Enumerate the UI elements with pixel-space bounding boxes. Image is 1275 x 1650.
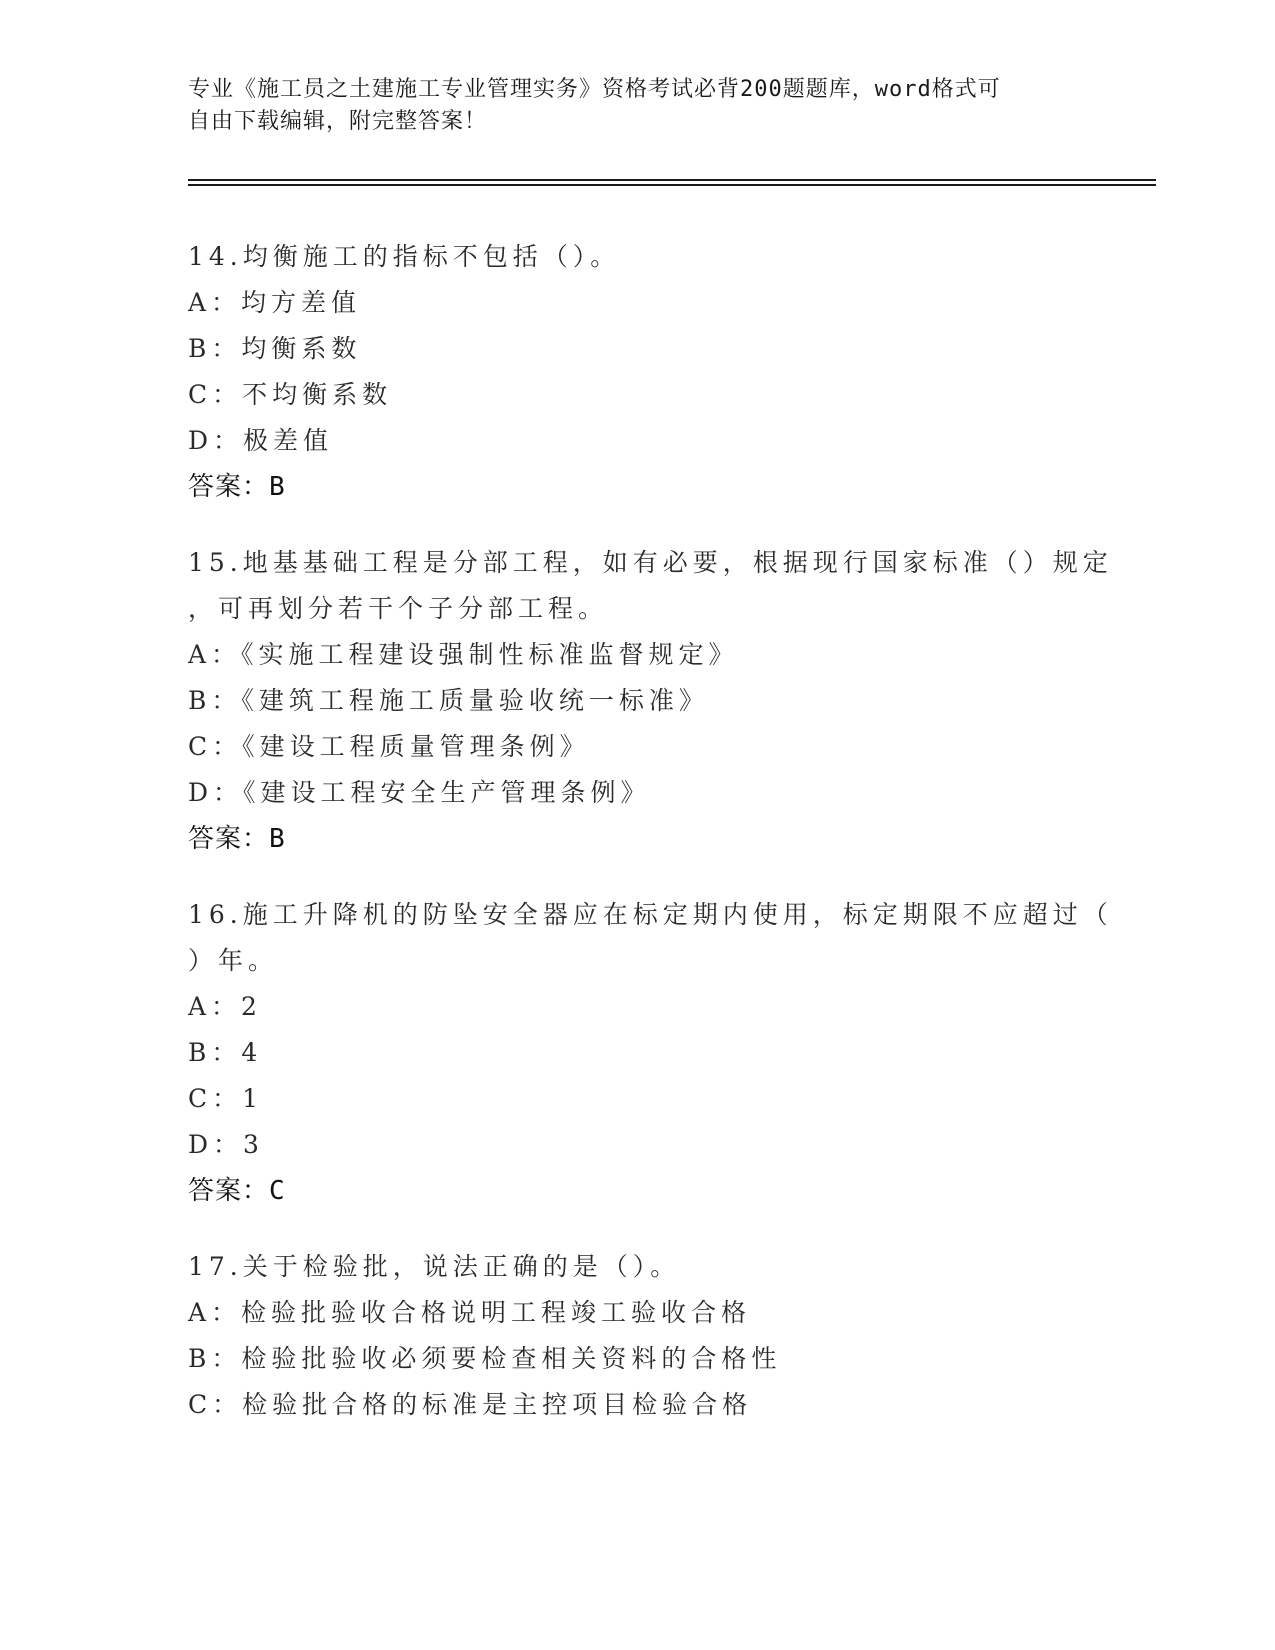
- question-stem: 16.施工升降机的防坠安全器应在标定期内使用，标定期限不应超过（: [188, 900, 1113, 929]
- question-15: [188, 540, 1113, 862]
- question-stem: 14.均衡施工的指标不包括（）。: [188, 242, 621, 271]
- option-a: A：检验批验收合格说明工程竣工验收合格: [188, 1298, 752, 1327]
- question-16: [188, 892, 1113, 1214]
- question-list: [188, 234, 1113, 1458]
- answer: 答案：B: [188, 472, 286, 502]
- option-a: A：均方差值: [188, 288, 362, 317]
- header-line-2: 自由下载编辑，附完整答案！: [188, 109, 488, 134]
- question-stem-continued: ，可再划分若干个子分部工程。: [188, 594, 609, 623]
- answer: 答案：C: [188, 1176, 286, 1206]
- option-c: C：检验批合格的标准是主控项目检验合格: [188, 1390, 753, 1419]
- option-b: B：4: [188, 1038, 263, 1067]
- option-d: D：《建设工程安全生产管理条例》: [188, 778, 651, 807]
- header-divider-top: [188, 179, 1156, 181]
- option-b: B：检验批验收必须要检查相关资料的合格性: [188, 1344, 782, 1373]
- question-17: [188, 1244, 1088, 1428]
- option-a: A：《实施工程建设强制性标准监督规定》: [188, 640, 739, 669]
- option-a: A：2: [188, 992, 262, 1021]
- option-b: B：均衡系数: [188, 334, 362, 363]
- question-stem: 17.关于检验批，说法正确的是（）。: [188, 1252, 681, 1281]
- question-stem-continued: ）年。: [188, 946, 279, 975]
- option-c: C：1: [188, 1084, 264, 1113]
- option-d: D：极差值: [188, 426, 334, 455]
- answer: 答案：B: [188, 824, 286, 854]
- question-stem: 15.地基基础工程是分部工程，如有必要，根据现行国家标准（）规定: [188, 548, 1113, 577]
- option-b: B：《建筑工程施工质量验收统一标准》: [188, 686, 709, 715]
- option-c: C：不均衡系数: [188, 380, 393, 409]
- header-line-1: 专业《施工员之土建施工专业管理实务》资格考试必背200题题库，word格式可: [188, 77, 1001, 102]
- option-c: C：《建设工程质量管理条例》: [188, 732, 590, 761]
- question-14: [188, 234, 1088, 510]
- header-divider-bottom: [188, 184, 1156, 186]
- document-header: [188, 74, 1088, 138]
- option-d: D：3: [188, 1130, 264, 1159]
